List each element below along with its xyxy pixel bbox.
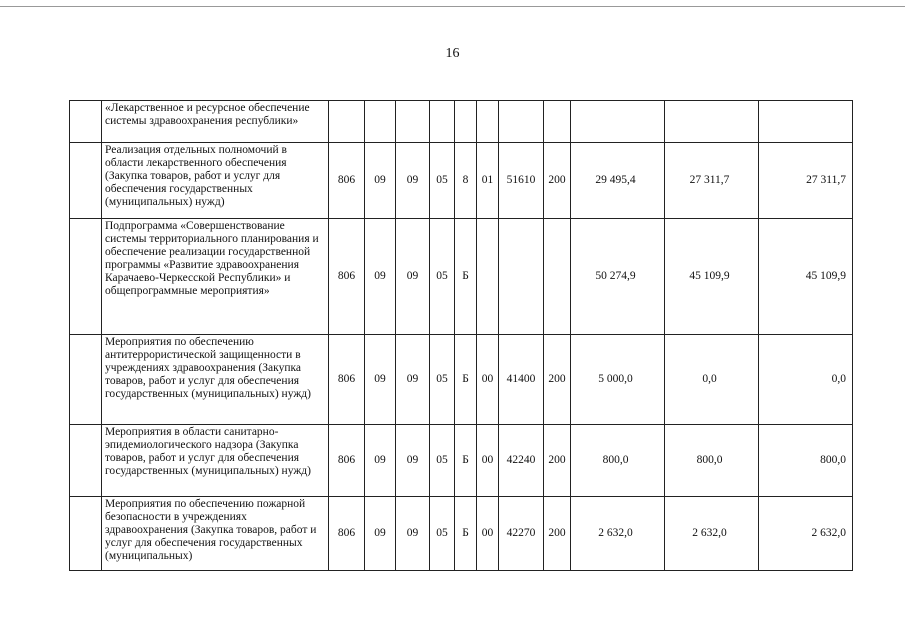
cell-index	[70, 335, 102, 425]
cell-admin-code: 806	[329, 425, 365, 497]
cell-subprogram	[455, 101, 477, 143]
cell-name: Подпрограмма «Совершенствование системы территориального планирования и обеспечение реализации государственной программы «Развитие здравоохранения Карачаево-Черкесской Республики» и общепрограммные мероприятия»	[102, 219, 329, 335]
cell-group: 01	[477, 143, 499, 219]
cell-program: 05	[430, 425, 455, 497]
table-row	[70, 425, 853, 497]
cell-value-2: 27 311,7	[665, 143, 759, 219]
cell-value-3: 2 632,0	[759, 497, 853, 571]
cell-expense-type	[544, 219, 571, 335]
cell-index	[70, 143, 102, 219]
cell-group: 00	[477, 425, 499, 497]
cell-program: 05	[430, 219, 455, 335]
cell-value-3: 45 109,9	[759, 219, 853, 335]
cell-admin-code: 806	[329, 219, 365, 335]
cell-expense-type: 200	[544, 143, 571, 219]
cell-value-2	[665, 101, 759, 143]
cell-program	[430, 101, 455, 143]
cell-value-2: 800,0	[665, 425, 759, 497]
cell-subprogram: Б	[455, 425, 477, 497]
cell-item: 41400	[499, 335, 544, 425]
cell-admin-code	[329, 101, 365, 143]
cell-section	[365, 101, 396, 143]
cell-subprogram: Б	[455, 497, 477, 571]
cell-subprogram: Б	[455, 335, 477, 425]
cell-expense-type: 200	[544, 425, 571, 497]
cell-value-1: 5 000,0	[571, 335, 665, 425]
cell-expense-type: 200	[544, 497, 571, 571]
cell-value-2: 0,0	[665, 335, 759, 425]
cell-program: 05	[430, 335, 455, 425]
cell-value-1	[571, 101, 665, 143]
cell-section: 09	[365, 143, 396, 219]
cell-group: 00	[477, 497, 499, 571]
table-row	[70, 219, 853, 335]
cell-section: 09	[365, 425, 396, 497]
page-number: 16	[445, 46, 460, 61]
cell-index	[70, 425, 102, 497]
cell-value-1: 29 495,4	[571, 143, 665, 219]
cell-group: 00	[477, 335, 499, 425]
cell-item	[499, 219, 544, 335]
table-row	[70, 335, 853, 425]
cell-program: 05	[430, 143, 455, 219]
cell-value-3: 27 311,7	[759, 143, 853, 219]
cell-name: Реализация отдельных полномочий в области лекарственного обеспечения (Закупка товаров, работ и услуг для обеспечения государственных (муниципальных) нужд)	[102, 143, 329, 219]
cell-program: 05	[430, 497, 455, 571]
cell-index	[70, 497, 102, 571]
cell-value-1: 50 274,9	[571, 219, 665, 335]
table-body	[70, 101, 853, 571]
cell-subsection: 09	[396, 425, 430, 497]
cell-name: «Лекарственное и ресурсное обеспечение системы здравоохранения республики»	[102, 101, 329, 143]
cell-name: Мероприятия по обеспечению пожарной безопасности в учреждениях здравоохранения (Закупка товаров, работ и услуг для обеспечения государственных (муниципальных)	[102, 497, 329, 571]
cell-index	[70, 101, 102, 143]
cell-subsection	[396, 101, 430, 143]
table-row	[70, 143, 853, 219]
cell-value-3	[759, 101, 853, 143]
budget-table	[69, 100, 853, 571]
cell-value-2: 45 109,9	[665, 219, 759, 335]
cell-item: 42240	[499, 425, 544, 497]
cell-section: 09	[365, 497, 396, 571]
scan-edge	[0, 0, 905, 7]
cell-group	[477, 101, 499, 143]
cell-value-1: 800,0	[571, 425, 665, 497]
cell-subsection: 09	[396, 143, 430, 219]
cell-section: 09	[365, 219, 396, 335]
cell-subsection: 09	[396, 219, 430, 335]
table-row	[70, 497, 853, 571]
cell-admin-code: 806	[329, 143, 365, 219]
cell-section: 09	[365, 335, 396, 425]
cell-admin-code: 806	[329, 497, 365, 571]
cell-expense-type: 200	[544, 335, 571, 425]
cell-expense-type	[544, 101, 571, 143]
cell-subprogram: Б	[455, 219, 477, 335]
cell-value-3: 800,0	[759, 425, 853, 497]
cell-value-1: 2 632,0	[571, 497, 665, 571]
cell-name: Мероприятия по обеспечению антитеррористической защищенности в учреждениях здравоохранения (Закупка товаров, работ и услуг для обеспечения государственных (муниципальных) нужд)	[102, 335, 329, 425]
cell-index	[70, 219, 102, 335]
cell-admin-code: 806	[329, 335, 365, 425]
table-row	[70, 101, 853, 143]
cell-subprogram: 8	[455, 143, 477, 219]
cell-item: 51610	[499, 143, 544, 219]
cell-subsection: 09	[396, 497, 430, 571]
cell-value-3: 0,0	[759, 335, 853, 425]
cell-value-2: 2 632,0	[665, 497, 759, 571]
cell-item: 42270	[499, 497, 544, 571]
cell-item	[499, 101, 544, 143]
cell-group	[477, 219, 499, 335]
cell-subsection: 09	[396, 335, 430, 425]
cell-name: Мероприятия в области санитарно-эпидемиологического надзора (Закупка товаров, работ и услуг для обеспечения государственных (муниципальных) нужд)	[102, 425, 329, 497]
